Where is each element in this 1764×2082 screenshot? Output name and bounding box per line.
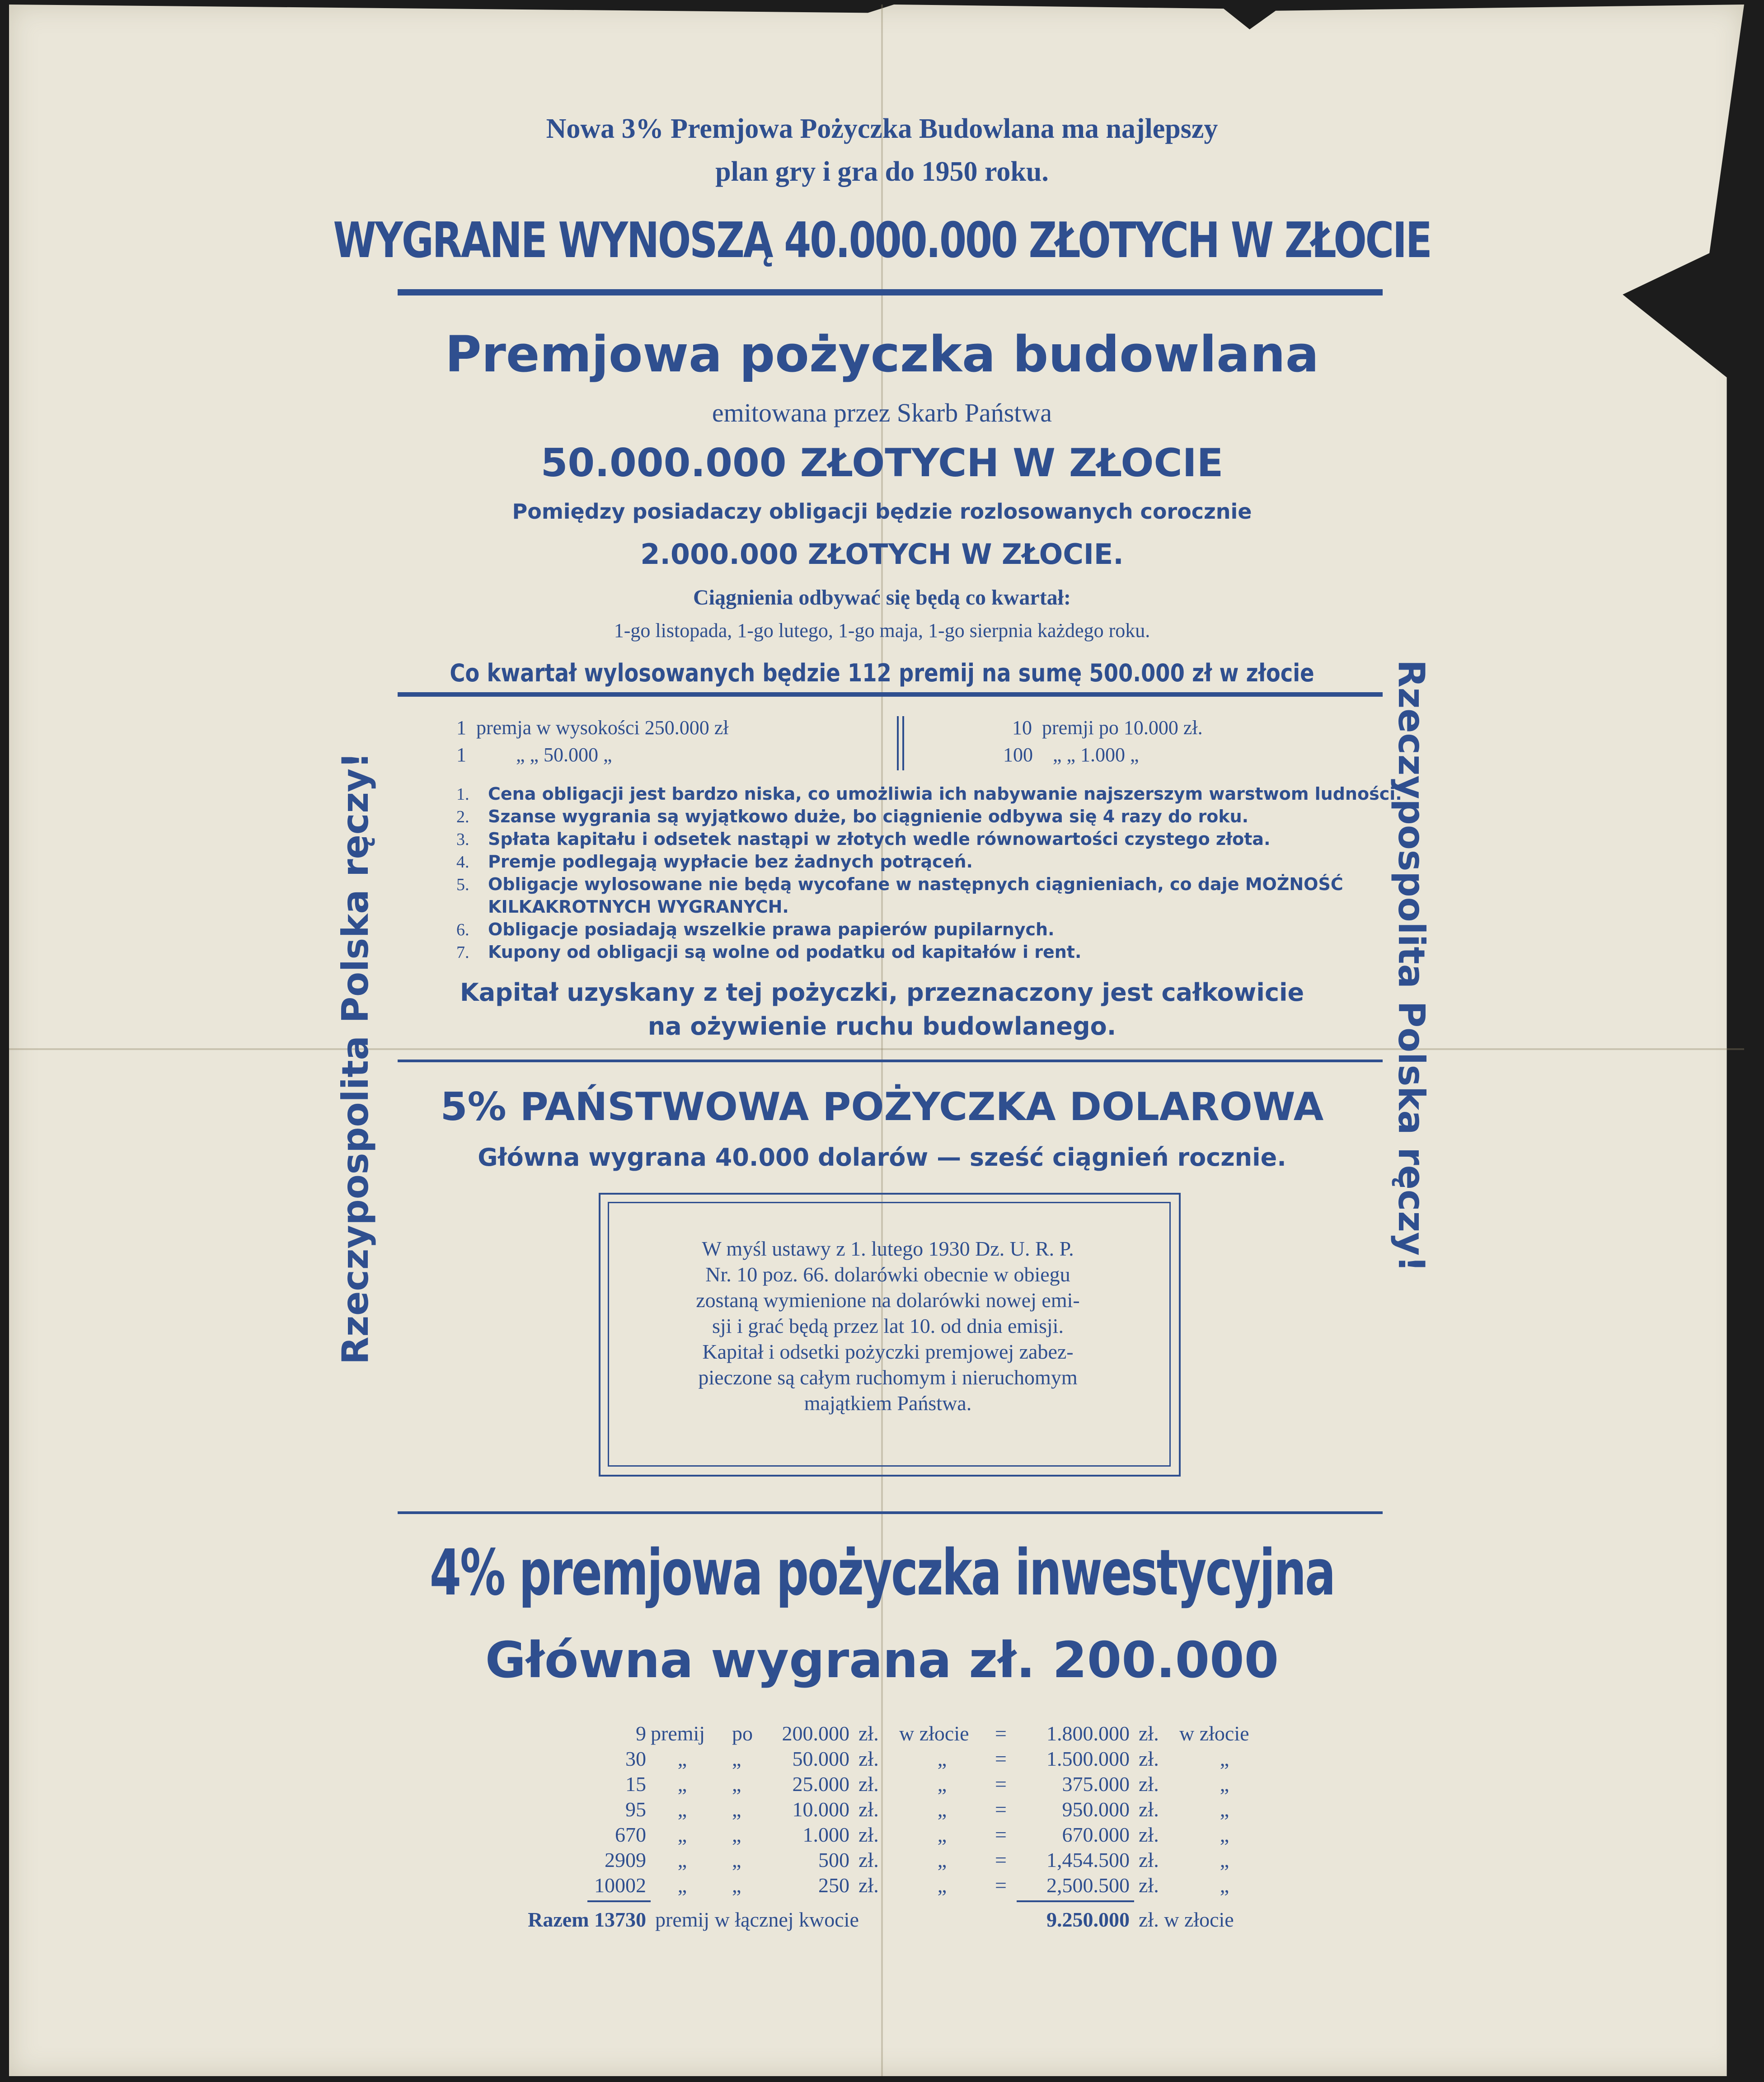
point-number: 3. (456, 830, 469, 849)
row-equals: = (995, 1823, 1007, 1846)
notice-line: zostaną wymienione na dolarówki nowej emi- (696, 1289, 1080, 1312)
side-text-right: Rzeczypospolita Polska ręczy! (1390, 660, 1432, 1272)
notice-line: sji i grać będą przez lat 10. od dnia emisji. (712, 1314, 1064, 1337)
building-loan-quarterly: Ciągnienia odbywać się będą co kwartał: (693, 586, 1071, 610)
point-number: 7. (456, 943, 469, 962)
prize-count: 100 (1003, 744, 1033, 766)
notice-line: majątkiem Państwa. (804, 1392, 972, 1415)
row-total-unit: zł. (1139, 1874, 1159, 1897)
point-item (456, 897, 1396, 917)
building-loan-issuer: emitowana przez Skarb Państwa (712, 398, 1052, 427)
row-unit: zł. (859, 1773, 879, 1796)
row-total-mark: w złocie (1179, 1722, 1249, 1745)
row-unit: zł. (859, 1848, 879, 1871)
row-word: „ (677, 1848, 687, 1871)
row-po: „ (732, 1874, 741, 1897)
row-mark: „ (937, 1773, 947, 1796)
row-equals: = (995, 1773, 1007, 1796)
prize-text: premji po 10.000 zł. (1042, 717, 1203, 739)
dollar-loan-subtitle: Główna wygrana 40.000 dolarów — sześć ciągnień rocznie. (478, 1143, 1286, 1172)
row-po: „ (732, 1773, 741, 1796)
point-number: 4. (456, 853, 469, 872)
row-amount: 250 (818, 1874, 849, 1897)
row-po: „ (732, 1848, 741, 1871)
point-text: Premje podlegają wypłacie bez żadnych potrąceń. (488, 852, 973, 872)
horizontal-fold (9, 1048, 1744, 1050)
row-amount: 10.000 (792, 1798, 849, 1821)
prize-text: „ „ 50.000 „ (516, 744, 612, 766)
point-text: Kupony od obligacji są wolne od podatku od kapitałów i rent. (488, 942, 1082, 962)
point-number: 1. (456, 785, 469, 804)
row-total-unit: zł. (1139, 1773, 1159, 1796)
dollar-loan-notice (628, 1236, 1148, 1416)
row-count: 9 (636, 1722, 646, 1745)
total-label: Razem 13730 (528, 1908, 646, 1931)
row-word: premij (651, 1722, 705, 1745)
header-rule (398, 289, 1383, 295)
building-loan-closing-2: na ożywienie ruchu budowlanego. (647, 1012, 1117, 1041)
row-total: 375.000 (1062, 1773, 1130, 1796)
point-text: Spłata kapitału i odsetek nastąpi w złotych wedle równowartości czystego złota. (488, 829, 1271, 849)
row-equals: = (995, 1874, 1007, 1897)
prize-right-1 (1012, 716, 1203, 739)
total-text: premij w łącznej kwocie (655, 1908, 859, 1931)
row-amount: 500 (818, 1848, 849, 1871)
total-underline (1017, 1900, 1134, 1902)
row-total-unit: zł. (1139, 1747, 1159, 1770)
row-po: „ (732, 1747, 741, 1770)
row-total-unit: zł. (1139, 1722, 1159, 1745)
point-item (456, 919, 1396, 940)
notice-line: Kapitał i odsetki pożyczki premjowej zabez- (702, 1340, 1074, 1363)
row-total-unit: zł. (1139, 1848, 1159, 1871)
point-number: 6. (456, 920, 469, 939)
row-unit: zł. (859, 1747, 879, 1770)
row-word: „ (677, 1798, 687, 1821)
point-item (456, 784, 1402, 804)
building-loan-premium-head: Co kwartał wylosowanych będzie 112 premij na sumę 500.000 zł w złocie (450, 659, 1314, 687)
row-total: 1.800.000 (1046, 1722, 1130, 1745)
row-count: 30 (625, 1747, 646, 1770)
total-unit: zł. w złocie (1139, 1908, 1234, 1931)
point-text: Obligacje posiadają wszelkie prawa papierów pupilarnych. (488, 919, 1055, 939)
point-item (456, 852, 1396, 872)
building-loan-amount: 50.000.000 ZŁOTYCH W ZŁOCIE (540, 441, 1224, 486)
point-text: Szanse wygrania są wyjątkowo duże, bo ciągnienie odbywa się 4 razy do roku. (488, 807, 1249, 826)
row-count: 2909 (605, 1848, 646, 1871)
prize-count: 10 (1012, 717, 1032, 739)
point-item (456, 829, 1396, 849)
point-item (456, 942, 1396, 962)
row-mark: „ (937, 1823, 947, 1846)
row-count: 95 (625, 1798, 646, 1821)
prize-text: „ „ 1.000 „ (1053, 744, 1139, 766)
total-underline (587, 1900, 651, 1902)
row-amount: 200.000 (782, 1722, 849, 1745)
header-banner: WYGRANE WYNOSZĄ 40.000.000 ZŁOTYCH W ZŁOCIE (333, 212, 1431, 269)
row-equals: = (995, 1747, 1007, 1770)
row-total: 2,500.500 (1046, 1874, 1130, 1897)
row-count: 15 (625, 1773, 646, 1796)
point-text: Obligacje wylosowane nie będą wycofane w następnych ciągnieniach, co daje MOŻNOŚĆ (488, 874, 1343, 894)
row-count: 10002 (594, 1874, 646, 1897)
prize-text: premja w wysokości 250.000 zł (476, 717, 729, 739)
row-unit: zł. (859, 1722, 879, 1745)
building-loan-title: Premjowa pożyczka budowlana (445, 325, 1319, 383)
header-line-2: plan gry i gra do 1950 roku. (715, 156, 1049, 187)
investment-prize-table (0, 1721, 1764, 1934)
prize-left-2 (456, 743, 612, 766)
total-value: 9.250.000 (1046, 1908, 1130, 1931)
row-total: 1,454.500 (1046, 1848, 1130, 1871)
section-rule (398, 1511, 1383, 1514)
notice-line: Nr. 10 poz. 66. dolarówki obecnie w obiegu (705, 1263, 1070, 1286)
row-total-mark: „ (1220, 1798, 1229, 1821)
point-text: KILKAKROTNYCH WYGRANYCH. (488, 897, 789, 917)
row-total: 1.500.000 (1046, 1747, 1130, 1770)
building-loan-draw-text: Pomiędzy posiadaczy obligacji będzie rozlosowanych corocznie (512, 499, 1252, 524)
row-count: 670 (615, 1823, 646, 1846)
prize-divider (897, 716, 899, 770)
row-mark: „ (937, 1747, 947, 1770)
row-equals: = (995, 1798, 1007, 1821)
row-mark: w złocie (899, 1722, 969, 1745)
prize-divider (902, 716, 904, 770)
row-equals: = (995, 1848, 1007, 1871)
side-text-left: Rzeczypospolita Polska ręczy! (334, 752, 376, 1365)
row-total-unit: zł. (1139, 1798, 1159, 1821)
prize-left-1 (456, 716, 728, 739)
point-text: Cena obligacji jest bardzo niska, co umożliwia ich nabywanie najszerszym warstwom ludności. (488, 784, 1402, 804)
row-mark: „ (937, 1848, 947, 1871)
row-mark: „ (937, 1798, 947, 1821)
row-word: „ (677, 1823, 687, 1846)
row-amount: 25.000 (792, 1773, 849, 1796)
point-item (456, 807, 1396, 827)
notice-line: pieczone są całym ruchomym i nieruchomym (698, 1366, 1078, 1389)
row-total-mark: „ (1220, 1747, 1229, 1770)
row-total-unit: zł. (1139, 1823, 1159, 1846)
building-loan-dates: 1-go listopada, 1-go lutego, 1-go maja, 1-go sierpnia każdego roku. (614, 619, 1150, 642)
row-unit: zł. (859, 1798, 879, 1821)
investment-loan-title: 4% premjowa pożyczka inwestycyjna (429, 1536, 1335, 1610)
building-loan-annual: 2.000.000 ZŁOTYCH W ZŁOCIE. (640, 538, 1124, 571)
row-word: „ (677, 1747, 687, 1770)
row-unit: zł. (859, 1823, 879, 1846)
row-total: 950.000 (1062, 1798, 1130, 1821)
row-total-mark: „ (1220, 1874, 1229, 1897)
row-unit: zł. (859, 1874, 879, 1897)
row-total-mark: „ (1220, 1773, 1229, 1796)
row-amount: 50.000 (792, 1747, 849, 1770)
row-word: „ (677, 1773, 687, 1796)
row-word: „ (677, 1874, 687, 1897)
premium-head-rule (398, 692, 1383, 697)
point-number: 2. (456, 807, 469, 826)
prize-count: 1 (456, 717, 466, 739)
section-rule (398, 1060, 1383, 1062)
row-mark: „ (937, 1874, 947, 1897)
building-loan-closing-1: Kapitał uzyskany z tej pożyczki, przeznaczony jest całkowicie (460, 978, 1304, 1007)
prize-count: 1 (456, 744, 466, 766)
row-po: „ (732, 1798, 741, 1821)
investment-loan-main-prize: Główna wygrana zł. 200.000 (485, 1631, 1279, 1689)
row-total-mark: „ (1220, 1823, 1229, 1846)
notice-line: W myśl ustawy z 1. lutego 1930 Dz. U. R. P. (702, 1237, 1074, 1260)
row-po: po (732, 1722, 753, 1745)
point-item (456, 874, 1396, 895)
row-total-mark: „ (1220, 1848, 1229, 1871)
dollar-loan-title: 5% PAŃSTWOWA POŻYCZKA DOLAROWA (440, 1084, 1324, 1130)
point-number: 5. (456, 875, 469, 894)
row-total: 670.000 (1062, 1823, 1130, 1846)
row-po: „ (732, 1823, 741, 1846)
row-equals: = (995, 1722, 1007, 1745)
prize-right-2 (1003, 743, 1139, 766)
row-amount: 1.000 (802, 1823, 849, 1846)
header-line-1: Nowa 3% Premjowa Pożyczka Budowlana ma najlepszy (546, 113, 1218, 144)
